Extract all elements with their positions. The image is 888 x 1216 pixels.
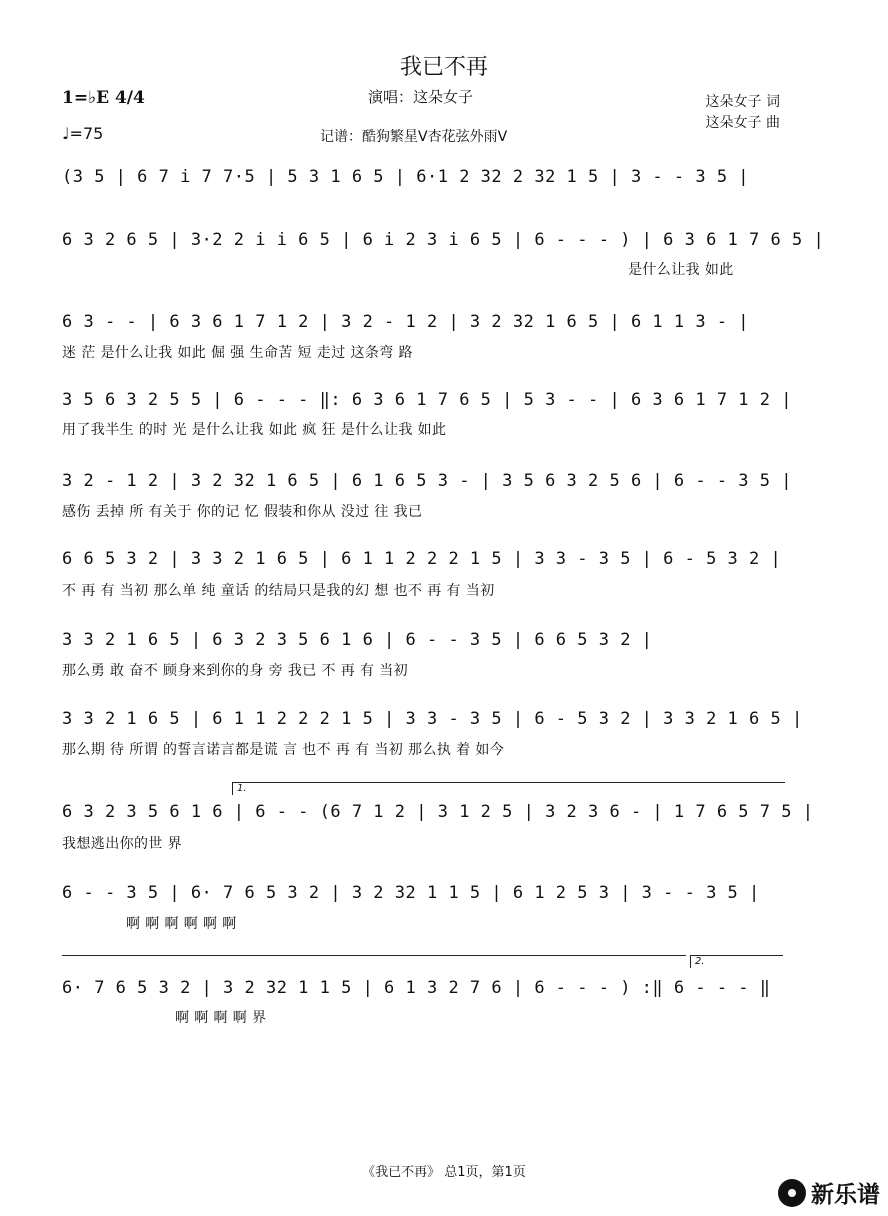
score-line-9-lyrics: 我想逃出你的世 界 [62, 836, 183, 852]
tempo-marking: ♩=75 [62, 124, 104, 143]
first-ending-bracket: 1. [232, 782, 785, 795]
song-title: 我已不再 [399, 55, 488, 80]
page-footer: 《我已不再》 总1页，第1页 [362, 1165, 526, 1180]
score-line-5-lyrics: 感伤 丢掉 所 有关于 你的记 忆 假装和你从 没过 往 我已 [62, 504, 423, 520]
score-line-3-notes: 6 3 - - | 6 3 6 1 7 1 2 | 3 2 - 1 2 | 3 2 32 1 6 5 | 6 1 1 3 - | [62, 312, 750, 332]
score-line-7-lyrics: 那么勇 敢 奋不 顾身来到你的身 旁 我已 不 再 有 当初 [62, 663, 409, 679]
score-line-8-lyrics: 那么期 待 所谓 的誓言诺言都是谎 言 也不 再 有 当初 那么执 着 如今 [62, 742, 505, 758]
score-line-11-lyrics: 啊 啊 啊 啊 界 [175, 1010, 267, 1026]
lyricist-credit: 这朵女子 词 [705, 94, 780, 110]
score-line-11-notes: 6· 7 6 5 3 2 | 3 2 32 1 1 5 | 6 1 3 2 7 6 | 6 - - - ) :‖ 6 - - - ‖ [62, 978, 771, 998]
score-line-9-notes: 6 3 2 3 5 6 1 6 | 6 - - (6 7 1 2 | 3 1 2 5 | 3 2 3 6 - | 1 7 6 5 7 5 | [62, 802, 814, 822]
score-line-4-lyrics: 用了我半生 的时 光 是什么让我 如此 疯 狂 是什么让我 如此 [62, 422, 447, 438]
score-line-10-lyrics: 啊 啊 啊 啊 啊 啊 [126, 916, 237, 932]
key-signature: 1=♭E 4/4 [62, 88, 145, 108]
score-line-7-notes: 3 3 2 1 6 5 | 6 3 2 3 5 6 1 6 | 6 - - 3 5 | 6 6 5 3 2 | [62, 630, 653, 650]
score-line-4-notes: 3 5 6 3 2 5 5 | 6 - - - ‖: 6 3 6 1 7 6 5 | 5 3 - - | 6 3 6 1 7 1 2 | [62, 390, 792, 410]
singer-credit: 演唱：这朵女子 [368, 88, 474, 106]
score-line-5-notes: 3 2 - 1 2 | 3 2 32 1 6 5 | 6 1 6 5 3 - | 3 5 6 3 2 5 6 | 6 - - 3 5 | [62, 471, 792, 491]
repeat-ending-bracket [62, 955, 686, 968]
score-line-3-lyrics: 迷 茫 是什么让我 如此 倔 强 生命苦 短 走过 这条弯 路 [62, 345, 413, 361]
record-disc-icon [778, 1179, 806, 1207]
score-line-6-notes: 6 6 5 3 2 | 3 3 2 1 6 5 | 6 1 1 2 2 2 1 5 | 3 3 - 3 5 | 6 - 5 3 2 | [62, 549, 782, 569]
score-line-8-notes: 3 3 2 1 6 5 | 6 1 1 2 2 2 1 5 | 3 3 - 3 5 | 6 - 5 3 2 | 3 3 2 1 6 5 | [62, 709, 803, 729]
score-line-2-notes: 6 3 2 6 5 | 3·2 2 i i 6 5 | 6 i 2 3 i 6 5 | 6 - - - ) | 6 3 6 1 7 6 5 | [62, 230, 825, 250]
author-credits [706, 92, 780, 134]
brand-logo [778, 1176, 880, 1209]
score-line-2-lyrics: 是什么让我 如此 [628, 262, 734, 278]
transcriber-credit: 记谱：酷狗繁星V杏花弦外雨V [320, 129, 508, 145]
score-line-1-notes: (3 5 | 6 7 i 7 7·5 | 5 3 1 6 5 | 6·1 2 32 2 32 1 5 | 3 - - 3 5 | [62, 167, 750, 187]
brand-name: 新乐谱 [811, 1182, 880, 1208]
score-line-10-notes: 6 - - 3 5 | 6· 7 6 5 3 2 | 3 2 32 1 1 5 | 6 1 2 5 3 | 3 - - 3 5 | [62, 883, 760, 903]
second-ending-bracket: 2. [690, 955, 783, 968]
score-line-6-lyrics: 不 再 有 当初 那么单 纯 童话 的结局只是我的幻 想 也不 再 有 当初 [62, 583, 495, 599]
composer-credit: 这朵女子 曲 [705, 115, 780, 131]
